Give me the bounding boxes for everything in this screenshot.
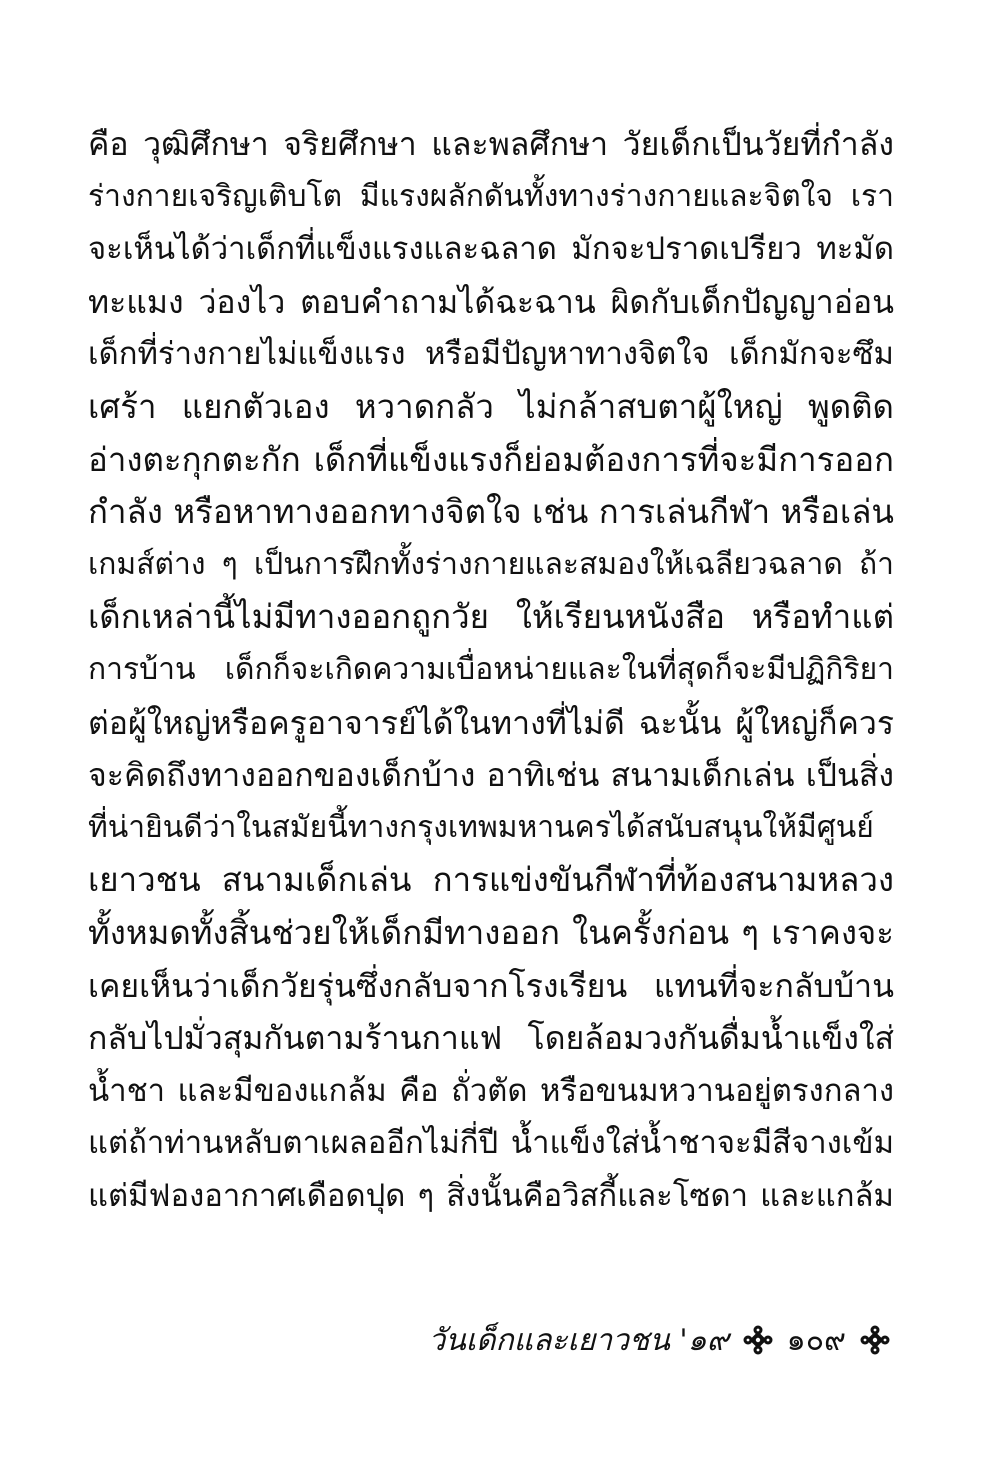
text-line-12: ต่อผู้ใหญ่หรือครูอาจารย์ได้ในทางที่ไม่ดี ฉะนั้น ผู้ใหญ่ก็ควร bbox=[88, 703, 894, 742]
text-line-10: เด็กเหล่านี้ไม่มีทางออกถูกวัย ให้เรียนหนังสือ หรือทำแต่ bbox=[88, 597, 894, 637]
text-line-2: ร่างกายเจริญเติบโต มีแรงผลักดันทั้งทางร่างกายและจิตใจ เรา bbox=[88, 178, 894, 214]
text-line-14: ที่น่ายินดีว่าในสมัยนี้ทางกรุงเทพมหานครได้สนับสนุนให้มีศูนย์ bbox=[88, 809, 874, 845]
text-line-11: การบ้าน เด็กก็จะเกิดความเบื่อหน่ายและในที่สุดก็จะมีปฏิกิริยา bbox=[88, 651, 894, 687]
ornament-icon bbox=[743, 1325, 773, 1355]
text-line-5: เด็กที่ร่างกายไม่แข็งแรง หรือมีปัญหาทางจิตใจ เด็กมักจะซึม bbox=[88, 336, 894, 373]
text-line-18: กลับไปมั่วสุมกันตามร้านกาแฟ โดยล้อมวงกันดื่มน้ำแข็งใส่ bbox=[88, 1019, 894, 1058]
body-text bbox=[88, 118, 894, 1222]
text-line-17: เคยเห็นว่าเด็กวัยรุ่นซึ่งกลับจากโรงเรียน แทนที่จะกลับบ้าน bbox=[88, 966, 894, 1005]
text-line-4: ทะแมง ว่องไว ตอบคำถามได้ฉะฉาน ผิดกับเด็กปัญญาอ่อน bbox=[88, 282, 894, 321]
text-line-1: คือ วุฒิศึกษา จริยศึกษา และพลศึกษา วัยเด็กเป็นวัยที่กำลัง bbox=[88, 125, 894, 163]
text-line-20: แต่ถ้าท่านหลับตาเผลออีกไม่กี่ปี น้ำแข็งใส่น้ำชาจะมีสีจางเข้ม bbox=[88, 1125, 894, 1162]
text-line-21: แต่มีฟองอากาศเดือดปุด ๆ สิ่งนั้นคือวิสกี้และโซดา และแกล้ม bbox=[88, 1177, 894, 1214]
page-footer bbox=[428, 1318, 890, 1362]
text-line-19: น้ำชา และมีของแกล้ม คือ ถั่วตัด หรือขนมหวานอยู่ตรงกลาง bbox=[88, 1072, 894, 1109]
text-line-16: ทั้งหมดทั้งสิ้นช่วยให้เด็กมีทางออก ในครั้งก่อน ๆ เราคงจะ bbox=[88, 912, 894, 952]
text-line-8: กำลัง หรือหาทางออกทางจิตใจ เช่น การเล่นกีฬา หรือเล่น bbox=[88, 492, 894, 532]
text-line-6: เศร้า แยกตัวเอง หวาดกลัว ไม่กล้าสบตาผู้ใหญ่ พูดติด bbox=[88, 386, 894, 426]
text-line-3: จะเห็นได้ว่าเด็กที่แข็งแรงและฉลาด มักจะปราดเปรียว ทะมัด bbox=[88, 231, 894, 268]
text-line-15: เยาวชน สนามเด็กเล่น การแข่งขันกีฬาที่ท้องสนามหลวง bbox=[88, 860, 894, 900]
page-number: ๑๐๙ bbox=[786, 1322, 846, 1358]
running-title: วันเด็กและเยาวชน '๑๙ bbox=[428, 1322, 729, 1358]
text-line-7: อ่างตะกุกตะกัก เด็กที่แข็งแรงก็ย่อมต้องการที่จะมีการออก bbox=[88, 439, 894, 479]
text-line-9: เกมส์ต่าง ๆ เป็นการฝึกทั้งร่างกายและสมองให้เฉลียวฉลาด ถ้า bbox=[88, 546, 894, 582]
ornament-icon bbox=[860, 1325, 890, 1355]
text-line-13: จะคิดถึงทางออกของเด็กบ้าง อาทิเช่น สนามเด็กเล่น เป็นสิ่ง bbox=[88, 756, 894, 795]
